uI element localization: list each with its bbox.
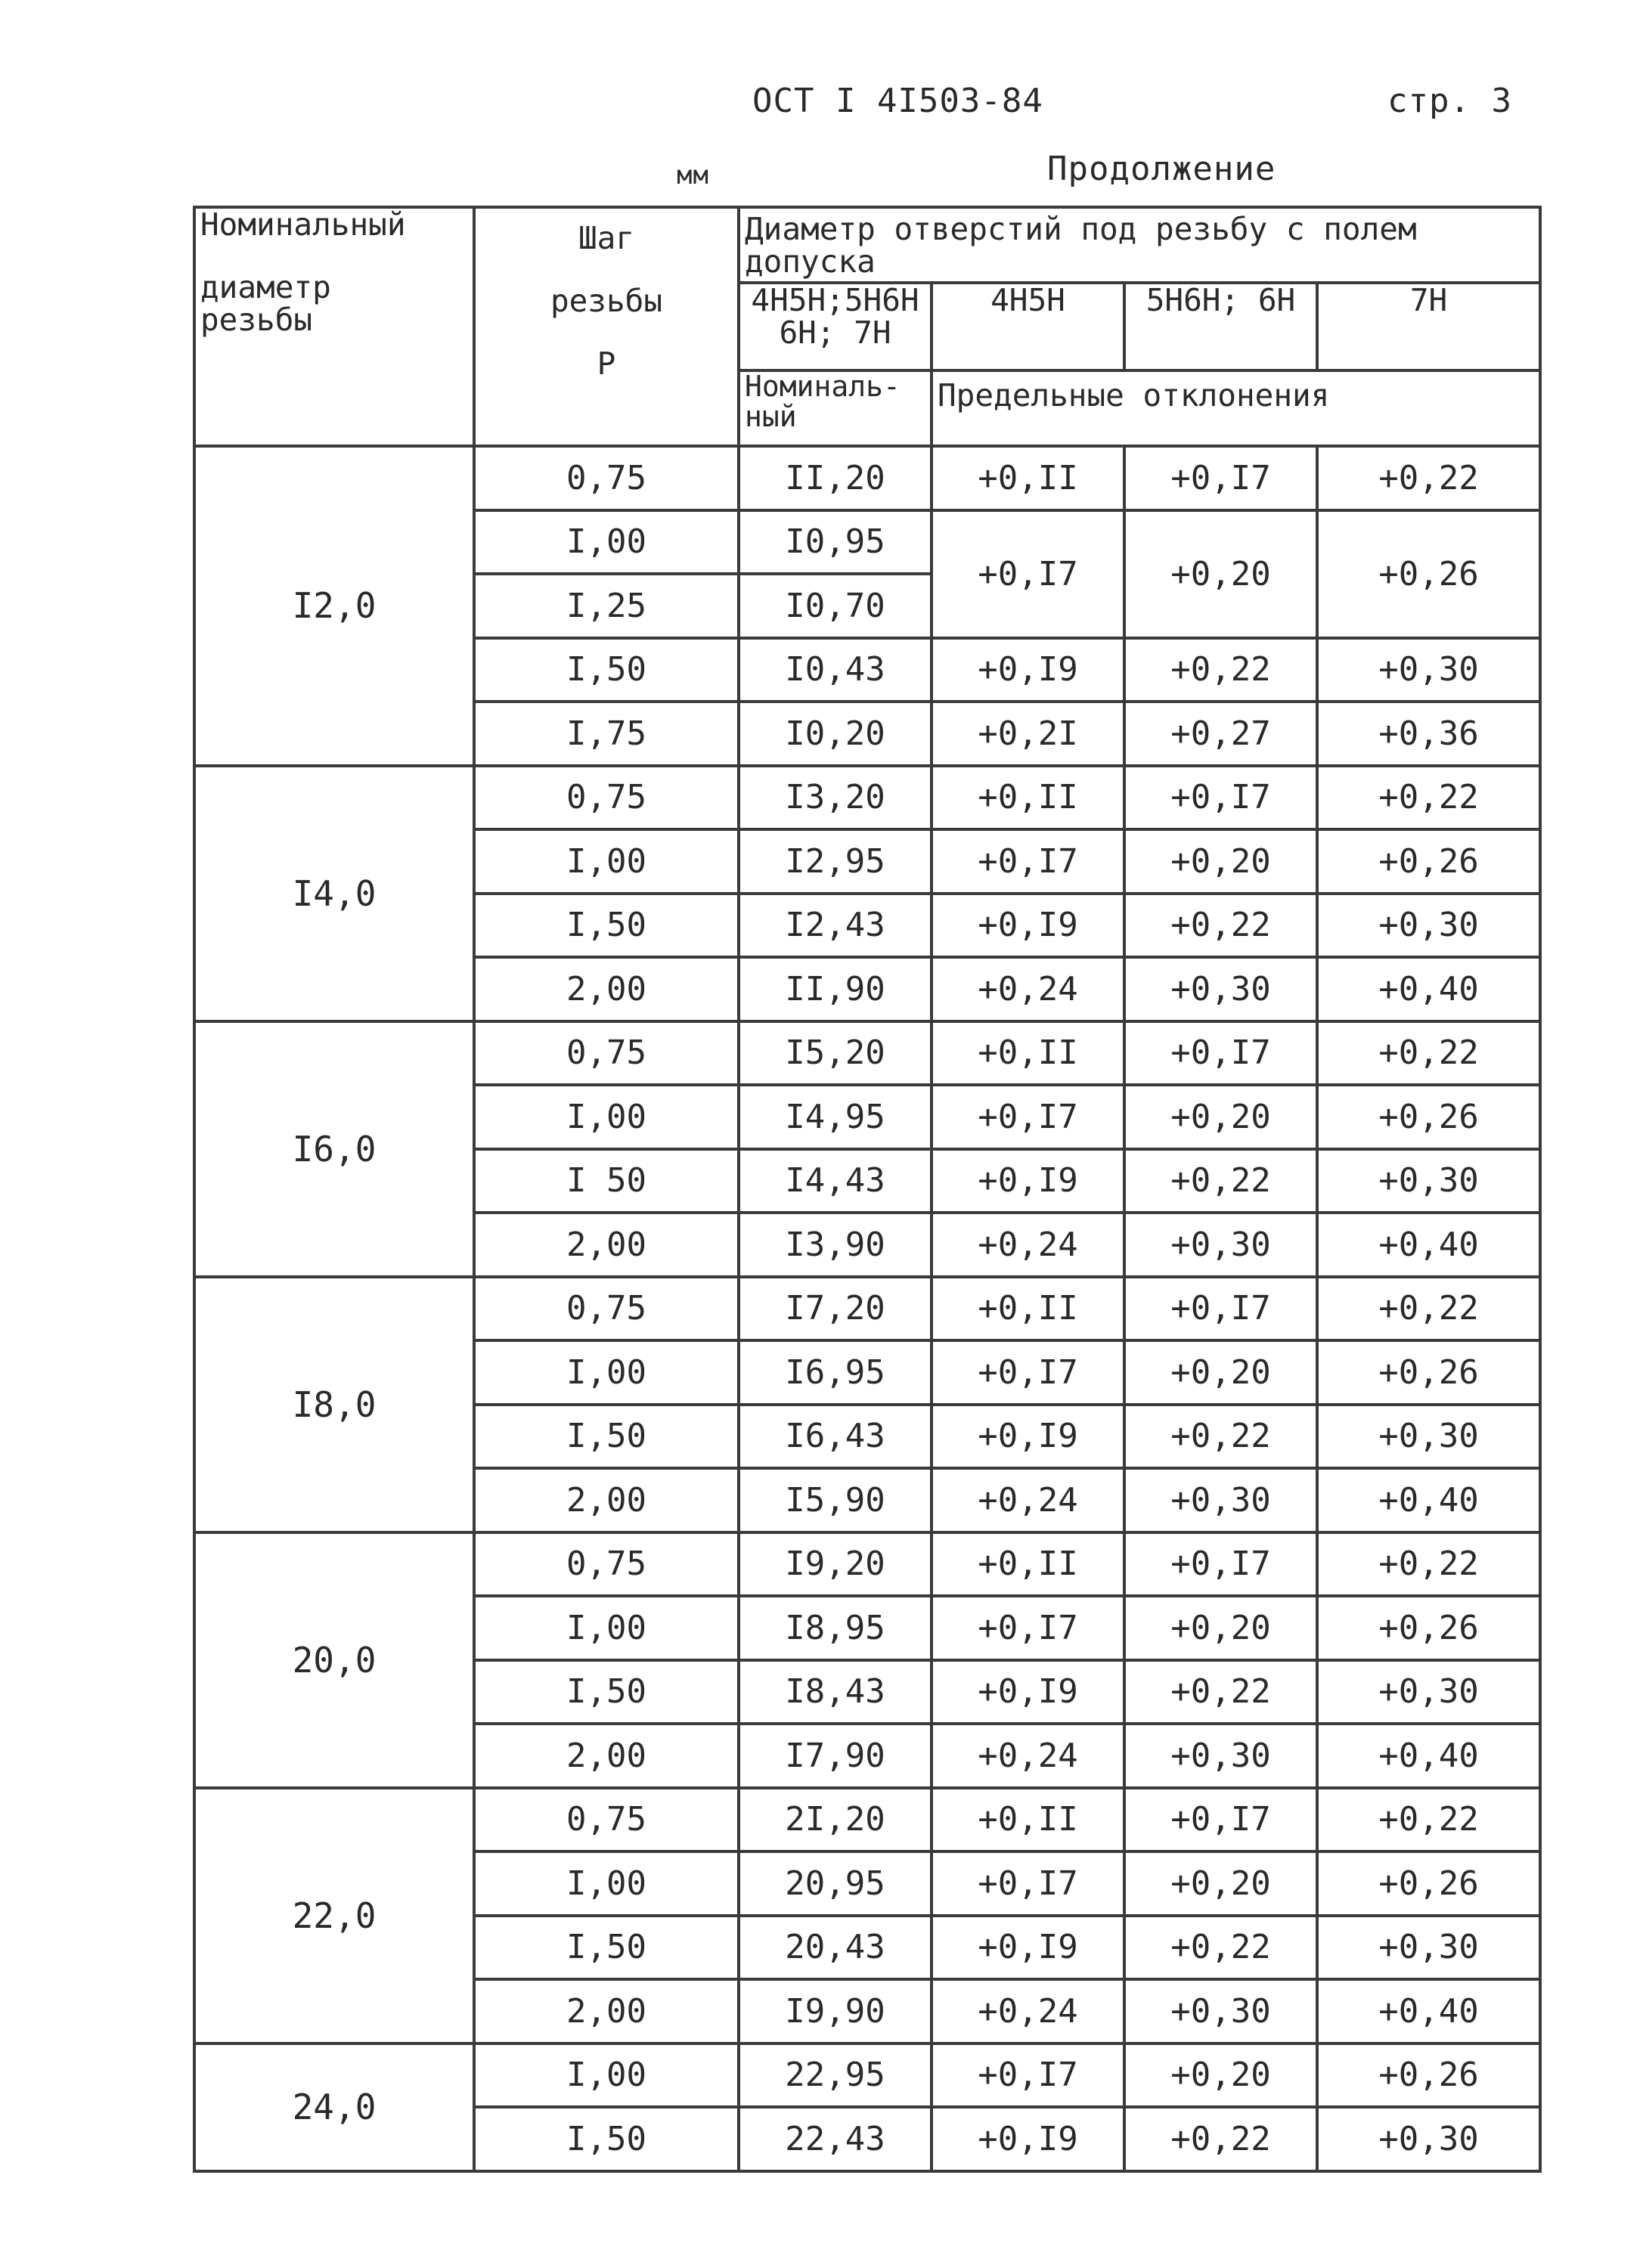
- deviation-5h6h-6h-cell: +0,20: [1124, 1085, 1317, 1149]
- units-label: мм: [677, 160, 709, 191]
- deviation-5h6h-6h-cell: +0,30: [1124, 1213, 1317, 1277]
- nominal-diameter-cell: I2,0: [194, 446, 474, 766]
- deviation-4h5h-cell: +0,24: [932, 1213, 1124, 1277]
- deviation-4h5h-cell: +0,I7: [932, 1851, 1124, 1916]
- table-row: [194, 766, 1540, 830]
- deviation-5h6h-6h-cell: +0,20: [1124, 510, 1317, 638]
- deviation-5h6h-6h-cell: +0,20: [1124, 2043, 1317, 2108]
- nominal-hole-cell: I0,20: [739, 702, 932, 766]
- deviation-7h-cell: +0,22: [1317, 766, 1540, 830]
- deviation-5h6h-6h-cell: +0,22: [1124, 2107, 1317, 2171]
- nominal-hole-cell: I2,95: [739, 829, 932, 894]
- continuation-label: Продолжение: [1047, 150, 1276, 188]
- deviation-4h5h-cell: +0,I7: [932, 829, 1124, 894]
- deviation-4h5h-cell: +0,II: [932, 766, 1124, 830]
- header-pitch-line2: резьбы: [550, 283, 663, 320]
- nominal-hole-cell: I0,43: [739, 638, 932, 702]
- deviation-4h5h-cell: +0,II: [932, 1788, 1124, 1852]
- nominal-hole-cell: I4,95: [739, 1085, 932, 1149]
- deviation-4h5h-cell: +0,I9: [932, 2107, 1124, 2171]
- deviation-4h5h-cell: +0,II: [932, 1532, 1124, 1597]
- deviation-7h-cell: +0,22: [1317, 446, 1540, 510]
- header-tolerance-5h6h-6h: 5H6H; 6H: [1124, 283, 1317, 370]
- deviation-4h5h-cell: +0,II: [932, 1021, 1124, 1086]
- pitch-cell: I,50: [474, 2107, 739, 2171]
- nominal-hole-cell: 20,43: [739, 1916, 932, 1980]
- pitch-cell: I,00: [474, 510, 739, 575]
- deviation-7h-cell: +0,26: [1317, 1596, 1540, 1660]
- deviation-4h5h-cell: +0,I9: [932, 1149, 1124, 1213]
- deviation-7h-cell: +0,40: [1317, 1724, 1540, 1788]
- deviation-7h-cell: +0,26: [1317, 1085, 1540, 1149]
- deviation-4h5h-cell: +0,I9: [932, 1660, 1124, 1724]
- deviation-7h-cell: +0,40: [1317, 1979, 1540, 2043]
- pitch-cell: I,50: [474, 1660, 739, 1724]
- pitch-cell: I,25: [474, 574, 739, 638]
- nominal-diameter-cell: 24,0: [194, 2043, 474, 2171]
- deviation-7h-cell: +0,26: [1317, 510, 1540, 638]
- header-hole-diameter-group: Диаметр отверстий под резьбу с полем допуска: [739, 207, 1540, 283]
- table-row: [194, 1788, 1540, 1852]
- pitch-cell: 2,00: [474, 1724, 739, 1788]
- nominal-diameter-cell: I8,0: [194, 1277, 474, 1532]
- deviation-7h-cell: +0,26: [1317, 1340, 1540, 1405]
- deviation-7h-cell: +0,30: [1317, 1405, 1540, 1469]
- header-pitch: [474, 207, 739, 446]
- pitch-cell: I,00: [474, 1085, 739, 1149]
- pitch-cell: 0,75: [474, 446, 739, 510]
- nominal-hole-cell: 2I,20: [739, 1788, 932, 1852]
- deviation-7h-cell: +0,40: [1317, 1468, 1540, 1532]
- nominal-hole-cell: 22,95: [739, 2043, 932, 2108]
- deviation-7h-cell: +0,22: [1317, 1788, 1540, 1852]
- nominal-hole-cell: I7,20: [739, 1277, 932, 1341]
- deviation-7h-cell: +0,30: [1317, 1149, 1540, 1213]
- deviation-4h5h-cell: +0,24: [932, 957, 1124, 1021]
- header-nominal-line2: диаметр: [200, 269, 331, 306]
- nominal-hole-cell: I0,70: [739, 574, 932, 638]
- deviation-4h5h-cell: +0,24: [932, 1724, 1124, 1788]
- pitch-cell: 2,00: [474, 1979, 739, 2043]
- deviation-5h6h-6h-cell: +0,22: [1124, 1916, 1317, 1980]
- deviation-4h5h-cell: +0,I7: [932, 1085, 1124, 1149]
- nominal-diameter-cell: I4,0: [194, 766, 474, 1021]
- pitch-cell: I,50: [474, 638, 739, 702]
- table-row: [194, 1532, 1540, 1597]
- pitch-cell: 0,75: [474, 1021, 739, 1086]
- deviation-4h5h-cell: +0,I9: [932, 638, 1124, 702]
- nominal-hole-cell: I5,20: [739, 1021, 932, 1086]
- pitch-cell: I,00: [474, 1340, 739, 1405]
- header-tolerance-4h5h: 4H5H: [932, 283, 1124, 370]
- deviation-7h-cell: +0,30: [1317, 2107, 1540, 2171]
- deviation-4h5h-cell: +0,II: [932, 1277, 1124, 1341]
- deviation-4h5h-cell: +0,24: [932, 1468, 1124, 1532]
- deviation-5h6h-6h-cell: +0,I7: [1124, 446, 1317, 510]
- deviation-7h-cell: +0,30: [1317, 1916, 1540, 1980]
- deviation-5h6h-6h-cell: +0,30: [1124, 1724, 1317, 1788]
- nominal-hole-cell: I0,95: [739, 510, 932, 575]
- pitch-cell: I,00: [474, 829, 739, 894]
- nominal-hole-cell: I6,43: [739, 1405, 932, 1469]
- deviation-5h6h-6h-cell: +0,22: [1124, 638, 1317, 702]
- deviation-4h5h-cell: +0,I7: [932, 1340, 1124, 1405]
- deviation-4h5h-cell: +0,I7: [932, 510, 1124, 638]
- deviation-7h-cell: +0,22: [1317, 1532, 1540, 1597]
- deviation-5h6h-6h-cell: +0,30: [1124, 1979, 1317, 2043]
- pitch-cell: I,50: [474, 1916, 739, 1980]
- nominal-hole-cell: II,20: [739, 446, 932, 510]
- nominal-hole-cell: 20,95: [739, 1851, 932, 1916]
- deviation-7h-cell: +0,22: [1317, 1021, 1540, 1086]
- document-code: ОСТ I 4I503-84: [752, 82, 1043, 120]
- header-nominal-line3: резьбы: [200, 302, 313, 339]
- nominal-hole-cell: 22,43: [739, 2107, 932, 2171]
- nominal-hole-cell: I4,43: [739, 1149, 932, 1213]
- nominal-diameter-cell: I6,0: [194, 1021, 474, 1277]
- nominal-hole-cell: I7,90: [739, 1724, 932, 1788]
- nominal-hole-cell: I3,90: [739, 1213, 932, 1277]
- deviation-7h-cell: +0,30: [1317, 1660, 1540, 1724]
- pitch-cell: I,00: [474, 1596, 739, 1660]
- table-row: [194, 1021, 1540, 1086]
- deviation-5h6h-6h-cell: +0,I7: [1124, 1277, 1317, 1341]
- deviation-5h6h-6h-cell: +0,20: [1124, 829, 1317, 894]
- deviation-4h5h-cell: +0,I9: [932, 894, 1124, 958]
- pitch-cell: I,50: [474, 894, 739, 958]
- deviation-4h5h-cell: +0,I7: [932, 2043, 1124, 2108]
- nominal-diameter-cell: 20,0: [194, 1532, 474, 1788]
- pitch-cell: 2,00: [474, 1468, 739, 1532]
- pitch-cell: 0,75: [474, 1788, 739, 1852]
- nominal-hole-cell: I5,90: [739, 1468, 932, 1532]
- header-nominal-diameter: [194, 207, 474, 446]
- nominal-hole-cell: I8,43: [739, 1660, 932, 1724]
- deviation-5h6h-6h-cell: +0,I7: [1124, 1788, 1317, 1852]
- deviation-7h-cell: +0,30: [1317, 894, 1540, 958]
- deviation-5h6h-6h-cell: +0,27: [1124, 702, 1317, 766]
- table-row: [194, 2043, 1540, 2108]
- deviation-7h-cell: +0,30: [1317, 638, 1540, 702]
- header-sub-nominal: Номиналь-ный: [739, 370, 932, 446]
- pitch-cell: 2,00: [474, 957, 739, 1021]
- deviation-7h-cell: +0,26: [1317, 1851, 1540, 1916]
- deviation-5h6h-6h-cell: +0,22: [1124, 1660, 1317, 1724]
- header-tolerance-7h: 7H: [1317, 283, 1540, 370]
- deviation-5h6h-6h-cell: +0,22: [1124, 894, 1317, 958]
- deviation-4h5h-cell: +0,II: [932, 446, 1124, 510]
- nominal-hole-cell: I9,20: [739, 1532, 932, 1597]
- nominal-hole-cell: I3,20: [739, 766, 932, 830]
- deviation-5h6h-6h-cell: +0,20: [1124, 1340, 1317, 1405]
- deviation-7h-cell: +0,40: [1317, 957, 1540, 1021]
- pitch-cell: 0,75: [474, 1532, 739, 1597]
- header-tolerance-4h5h-5h6h-6h-7h: [739, 283, 932, 370]
- deviation-7h-cell: +0,26: [1317, 829, 1540, 894]
- deviation-5h6h-6h-cell: +0,22: [1124, 1149, 1317, 1213]
- header-pitch-line1: Шаг: [578, 220, 635, 256]
- header-pitch-line3: P: [597, 345, 616, 383]
- nominal-hole-cell: I8,95: [739, 1596, 932, 1660]
- deviation-5h6h-6h-cell: +0,I7: [1124, 766, 1317, 830]
- pitch-cell: I,00: [474, 2043, 739, 2108]
- table-row: [194, 1277, 1540, 1341]
- deviation-4h5h-cell: +0,I7: [932, 1596, 1124, 1660]
- header-nominal-line1: Номинальный: [200, 207, 406, 243]
- deviation-5h6h-6h-cell: +0,I7: [1124, 1532, 1317, 1597]
- pitch-cell: I,75: [474, 702, 739, 766]
- deviation-5h6h-6h-cell: +0,30: [1124, 1468, 1317, 1532]
- deviation-4h5h-cell: +0,24: [932, 1979, 1124, 2043]
- pitch-cell: I,50: [474, 1405, 739, 1469]
- tolerance-1-line1: 4H5H;5H6H: [751, 283, 919, 318]
- deviation-5h6h-6h-cell: +0,I7: [1124, 1021, 1317, 1086]
- thread-hole-table: [193, 206, 1542, 2173]
- deviation-5h6h-6h-cell: +0,20: [1124, 1596, 1317, 1660]
- pitch-cell: I 50: [474, 1149, 739, 1213]
- pitch-cell: 0,75: [474, 766, 739, 830]
- deviation-5h6h-6h-cell: +0,30: [1124, 957, 1317, 1021]
- deviation-7h-cell: +0,40: [1317, 1213, 1540, 1277]
- nominal-hole-cell: I9,90: [739, 1979, 932, 2043]
- deviation-7h-cell: +0,22: [1317, 1277, 1540, 1341]
- nominal-hole-cell: I2,43: [739, 894, 932, 958]
- pitch-cell: 0,75: [474, 1277, 739, 1341]
- table-row: [194, 446, 1540, 510]
- deviation-4h5h-cell: +0,I9: [932, 1405, 1124, 1469]
- pitch-cell: 2,00: [474, 1213, 739, 1277]
- deviation-4h5h-cell: +0,I9: [932, 1916, 1124, 1980]
- header-sub-deviations: Предельные отклонения: [932, 370, 1540, 446]
- deviation-4h5h-cell: +0,2I: [932, 702, 1124, 766]
- tolerance-1-line2: 6H; 7H: [779, 314, 891, 352]
- nominal-hole-cell: II,90: [739, 957, 932, 1021]
- nominal-diameter-cell: 22,0: [194, 1788, 474, 2043]
- deviation-7h-cell: +0,36: [1317, 702, 1540, 766]
- deviation-7h-cell: +0,26: [1317, 2043, 1540, 2108]
- pitch-cell: I,00: [474, 1851, 739, 1916]
- deviation-5h6h-6h-cell: +0,20: [1124, 1851, 1317, 1916]
- nominal-hole-cell: I6,95: [739, 1340, 932, 1405]
- page-number: стр. 3: [1387, 82, 1512, 120]
- deviation-5h6h-6h-cell: +0,22: [1124, 1405, 1317, 1469]
